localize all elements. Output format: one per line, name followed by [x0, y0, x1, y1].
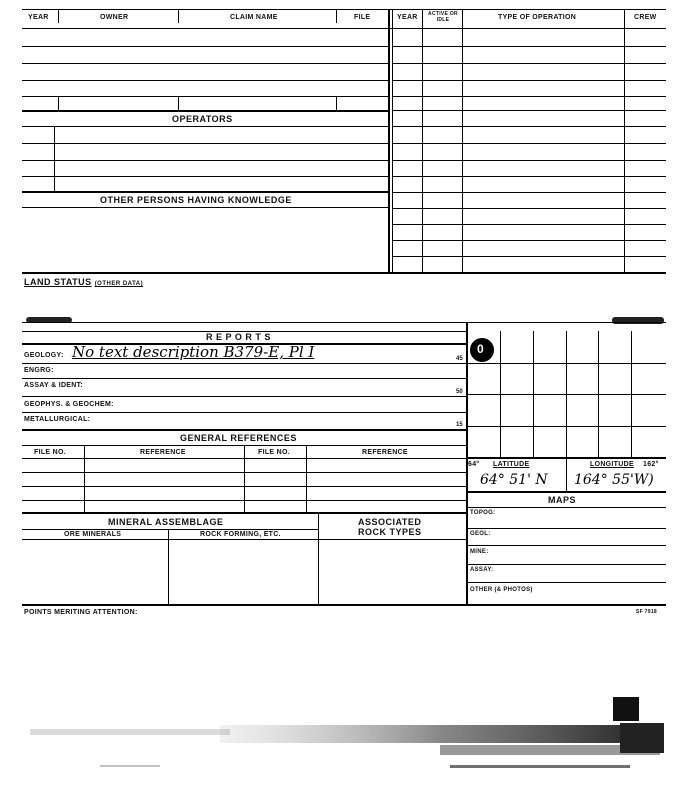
general-references-heading: GENERAL REFERENCES [180, 433, 297, 443]
rule [392, 240, 666, 241]
rule [392, 80, 666, 81]
header-claim-name: CLAIM NAME [230, 14, 278, 21]
rule [22, 80, 388, 81]
land-status-label [24, 277, 143, 287]
rule [22, 604, 666, 606]
rule [22, 143, 388, 144]
col-file-no: FILE NO. [34, 449, 66, 456]
rule [22, 363, 466, 364]
rule [466, 426, 666, 427]
rule [392, 9, 393, 273]
mineral-assemblage-heading: MINERAL ASSEMBLAGE [108, 517, 224, 527]
rule [84, 445, 85, 512]
land-status-text: LAND STATUS [24, 277, 92, 287]
rule [22, 529, 318, 530]
rule [22, 28, 666, 29]
rule [22, 322, 666, 323]
maps-topog: TOPOG: [470, 510, 496, 516]
rule [22, 63, 388, 64]
reports-heading: R E P O R T S [206, 332, 271, 342]
rule [466, 582, 666, 583]
header-crew: CREW [634, 14, 657, 21]
maps-mine: MINE: [470, 549, 489, 555]
rule [392, 126, 666, 127]
metallurgical-label: METALLURGICAL: [24, 416, 91, 423]
header-owner: OWNER [100, 14, 129, 21]
rule [22, 96, 388, 97]
rule [178, 96, 179, 110]
grid-marker-icon [470, 338, 494, 362]
col-reference: REFERENCE [140, 449, 186, 456]
header-type-of-operation: TYPE OF OPERATION [498, 14, 577, 21]
rule [392, 192, 666, 193]
rule [566, 457, 567, 491]
engrg-label: ENGRG: [24, 367, 54, 374]
longitude-label: LONGITUDE [590, 461, 634, 468]
rule [336, 9, 337, 23]
col-rock-forming: ROCK FORMING, ETC. [200, 531, 281, 538]
associated-heading: ASSOCIATED [358, 517, 422, 527]
rule [22, 110, 388, 112]
rule [178, 9, 179, 23]
rule [58, 9, 59, 23]
rule [22, 429, 466, 431]
rule [22, 378, 466, 379]
rock-types-heading: ROCK TYPES [358, 527, 422, 537]
rule [244, 445, 245, 512]
rule [22, 176, 388, 177]
rule [392, 224, 666, 225]
maps-other: OTHER (& PHOTOS) [470, 587, 533, 593]
rule [22, 46, 388, 47]
rule [22, 191, 388, 193]
rule [22, 396, 466, 397]
header-year: YEAR [28, 14, 49, 21]
maps-heading: MAPS [548, 495, 577, 505]
col-ore-minerals: ORE MINERALS [64, 531, 122, 538]
rule [318, 512, 319, 604]
rule [422, 9, 423, 273]
rule [392, 110, 666, 111]
rule [466, 394, 666, 395]
rule [388, 9, 390, 273]
points-meriting-label: POINTS MERITING ATTENTION: [24, 609, 138, 616]
assay-label: ASSAY & IDENT: [24, 382, 84, 389]
longitude-value: 164° 55'W) [574, 472, 654, 488]
rule [624, 9, 625, 273]
rule [22, 160, 388, 161]
col-file-no-2: FILE NO. [258, 449, 290, 456]
rule [58, 96, 59, 110]
rule [336, 96, 337, 110]
rule [22, 9, 666, 10]
rule [22, 412, 466, 413]
rule [392, 160, 666, 161]
other-persons-heading: OTHER PERSONS HAVING KNOWLEDGE [100, 195, 292, 205]
rule [392, 176, 666, 177]
header-active-idle: ACTIVE OR IDLE [428, 11, 458, 23]
rule [392, 63, 666, 64]
scan-noise-graphic [0, 715, 678, 775]
rule [466, 564, 666, 565]
rule [168, 529, 169, 604]
latitude-prefix: 64° [468, 461, 480, 468]
geology-value: No text description B379-E, Pl I [72, 343, 315, 361]
grid-marker-text: 0 [477, 342, 484, 356]
rule [466, 363, 666, 364]
geology-number: 45 [456, 356, 463, 362]
col-reference-2: REFERENCE [362, 449, 408, 456]
rule [466, 491, 666, 493]
assay-number: 50 [456, 389, 463, 395]
rule [392, 256, 666, 257]
rule [466, 528, 666, 529]
longitude-suffix: 162° [643, 461, 659, 468]
rule [22, 207, 388, 208]
operators-heading: OPERATORS [172, 114, 233, 124]
rule [306, 445, 307, 512]
header-file: FILE [354, 14, 371, 21]
rule [22, 126, 388, 127]
rule [22, 539, 466, 540]
land-status-sub: (OTHER DATA) [94, 281, 144, 287]
geophys-label: GEOPHYS. & GEOCHEM: [24, 401, 114, 408]
rule [392, 208, 666, 209]
form-code: SF 7918 [636, 609, 658, 615]
rule [466, 545, 666, 546]
maps-assay: ASSAY: [470, 567, 494, 573]
rule [22, 512, 466, 514]
rule [392, 96, 666, 97]
header-year-2: YEAR [397, 14, 418, 21]
latitude-value: 64° 51' N [480, 472, 548, 488]
rule [392, 143, 666, 144]
latitude-label: LATITUDE [493, 461, 530, 468]
geology-label: GEOLOGY: [24, 352, 64, 359]
rule [462, 9, 463, 273]
rule [22, 272, 666, 274]
metallurgical-number: 15 [456, 422, 463, 428]
rule [392, 46, 666, 47]
rule [54, 126, 55, 192]
maps-geol: GEOL: [470, 531, 491, 537]
rule [466, 507, 666, 508]
